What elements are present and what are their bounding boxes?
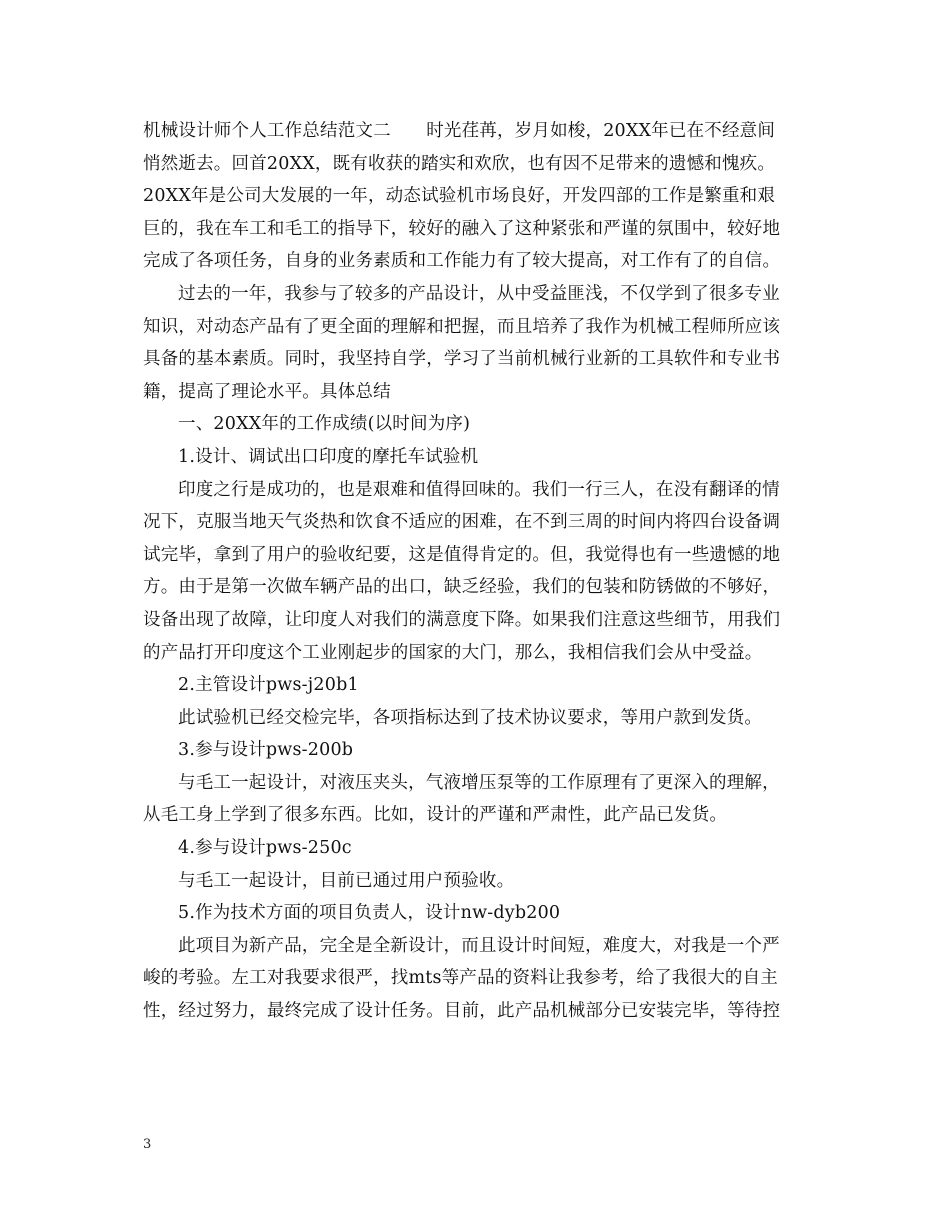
text-line: 方。由于是第一次做车辆产品的出口，缺乏经验，我们的包装和防锈做的不够好，: [143, 577, 781, 598]
text-line: 悄然逝去。回首20XX，既有收获的踏实和欢欣，也有因不足带来的遗憾和愧疚。: [143, 153, 776, 174]
page-number: 3: [143, 1137, 152, 1152]
text-line: 峻的考验。左工对我要求很严，找mts等产品的资料让我参考，给了我很大的自主: [143, 968, 779, 989]
text-line: 机械设计师个人工作总结范文二 时光荏苒，岁月如梭，20XX年已在不经意间: [143, 121, 776, 141]
text-line: 设备出现了故障，让印度人对我们的满意度下降。如果我们注意这些细节，用我们: [143, 609, 781, 630]
text-line: 1.设计、调试出口印度的摩托车试验机: [178, 446, 479, 467]
text-line: 籍，提高了理论水平。具体总结: [143, 381, 391, 402]
text-line: 具备的基本素质。同时，我坚持自学，学习了当前机械行业新的工具软件和专业书: [143, 349, 781, 370]
text-line: 20XX年是公司大发展的一年，动态试验机市场良好，开发四部的工作是繁重和艰: [143, 186, 776, 207]
text-line: 完成了各项任务，自身的业务素质和工作能力有了较大提高，对工作有了的自信。: [143, 251, 781, 272]
text-line: 与毛工一起设计，目前已通过用户预验收。: [178, 870, 515, 891]
text-line: 4.参与设计pws-250c: [178, 838, 352, 859]
text-line: 巨的，我在车工和毛工的指导下，较好的融入了这种紧张和严谨的氛围中，较好地: [143, 218, 781, 239]
text-line: 从毛工身上学到了很多东西。比如，设计的严谨和严肃性，此产品已发货。: [143, 805, 728, 826]
text-line: 5.作为技术方面的项目负责人，设计nw-dyb200: [178, 903, 561, 924]
text-line: 的产品打开印度这个工业刚起步的国家的大门，那么，我相信我们会从中受益。: [143, 642, 763, 663]
text-line: 印度之行是成功的，也是艰难和值得回味的。我们一行三人，在没有翻译的情: [178, 479, 780, 500]
text-line: 过去的一年，我参与了较多的产品设计，从中受益匪浅，不仅学到了很多专业: [178, 283, 780, 304]
body-text: [143, 115, 813, 1028]
text-line: 知识，对动态产品有了更全面的理解和把握，而且培养了我作为机械工程师所应该: [143, 316, 781, 337]
text-line: 一、20XX年的工作成绩(以时间为序): [178, 414, 471, 435]
text-line: 3.参与设计pws-200b: [178, 740, 354, 761]
text-line: 况下，克服当地天气炎热和饮食不适应的困难，在不到三周的时间内将四台设备调: [143, 512, 781, 533]
text-line: 2.主管设计pws-j20b1: [178, 675, 359, 696]
text-line: 此项目为新产品，完全是全新设计，而且设计时间短，难度大，对我是一个严: [178, 935, 780, 956]
text-line: 试完毕，拿到了用户的验收纪要，这是值得肯定的。但，我觉得也有一些遗憾的地: [143, 544, 781, 565]
text-line: 性，经过努力，最终完成了设计任务。目前，此产品机械部分已安装完毕，等待控: [143, 1001, 781, 1022]
text-line: 与毛工一起设计，对液压夹头，气液增压泵等的工作原理有了更深入的理解，: [178, 772, 780, 793]
text-line: 此试验机已经交检完毕，各项指标达到了技术协议要求，等用户款到发货。: [178, 707, 763, 728]
